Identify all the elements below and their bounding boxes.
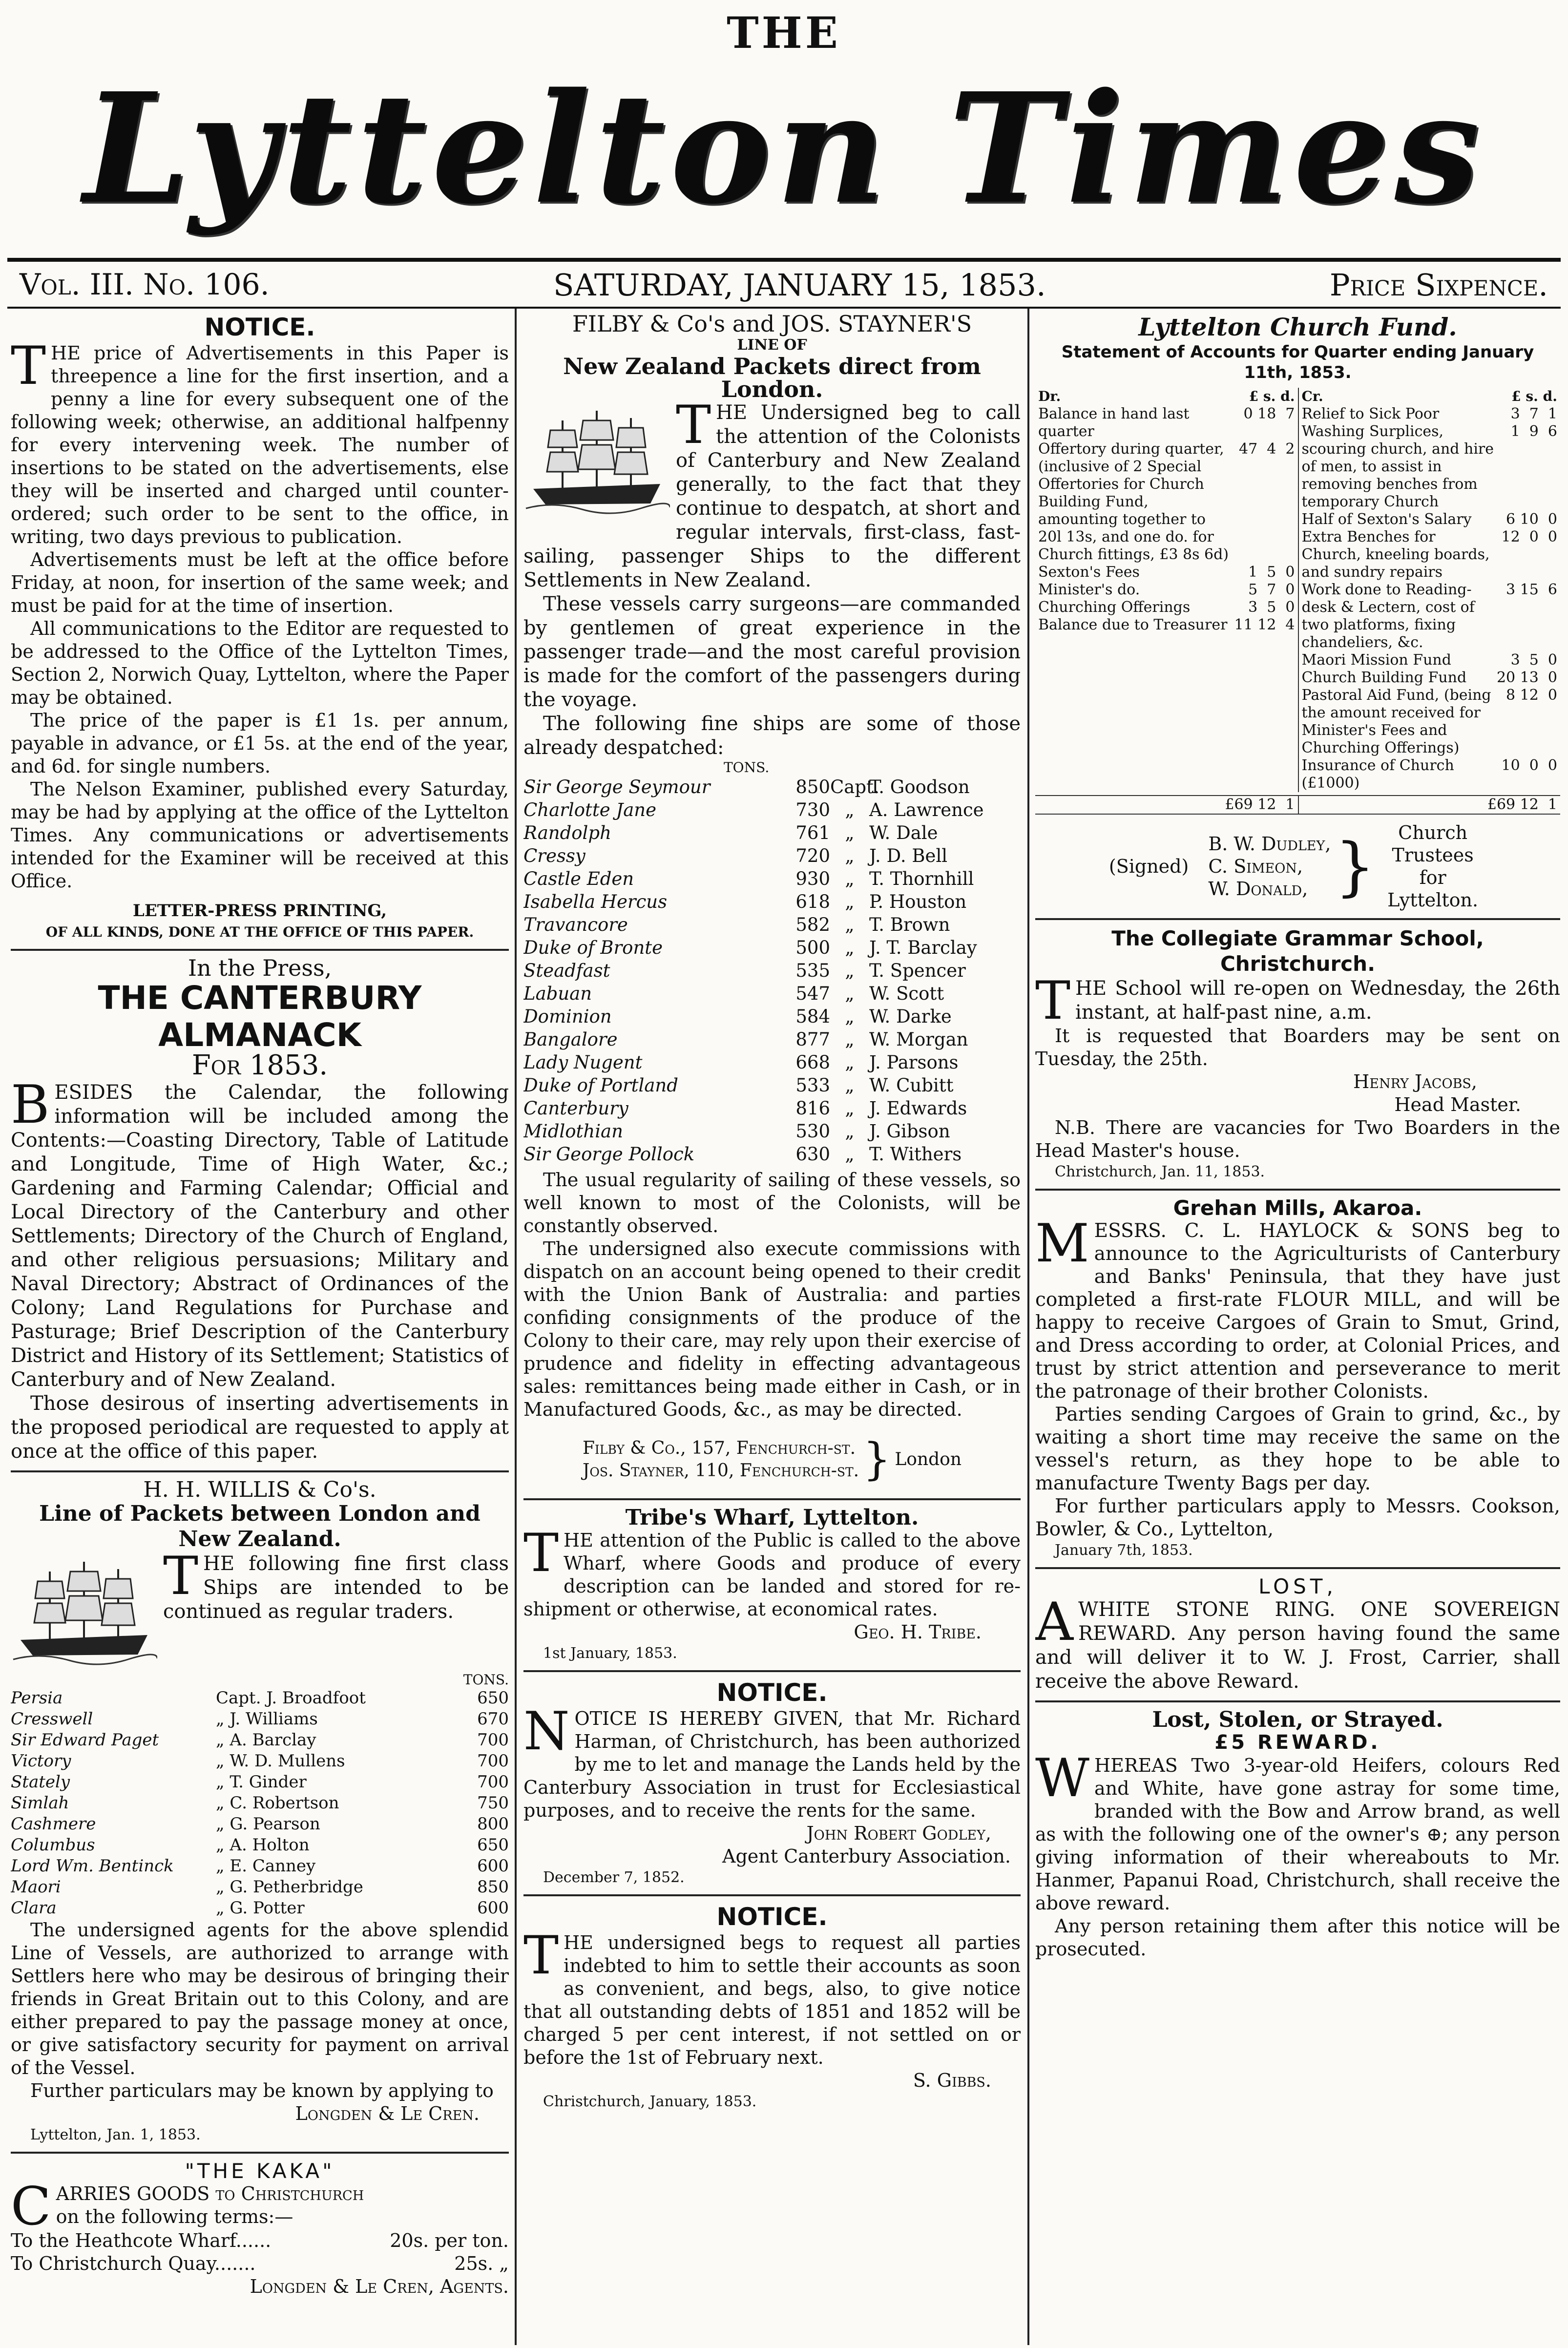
column-divider-1 (515, 309, 517, 2345)
ship-master: J. Gibson (869, 1121, 950, 1142)
ship-row (11, 1688, 509, 1709)
tribe-heading: Tribe's Wharf, Lyttelton. (625, 1505, 919, 1530)
account-row (1302, 581, 1558, 651)
ship-name: Victory (11, 1751, 71, 1771)
notice2-heading: NOTICE. (716, 1678, 828, 1707)
school-nb: N.B. There are vacancies for Two Boarders in the Head Master's house. (1035, 1117, 1560, 1161)
ship-captain: „ J. Williams (216, 1709, 318, 1729)
filby-paragraph: The following fine ships are some of those already despatched: (523, 713, 1021, 759)
account-label: Churching Offerings (1038, 599, 1191, 616)
ship-tons: 668 (795, 1052, 830, 1073)
ship-tons: 750 (477, 1793, 509, 1813)
ship-row (523, 1074, 1021, 1097)
ship-name: Lady Nugent (523, 1052, 643, 1073)
ship-master: A. Lawrence (869, 799, 984, 820)
account-label: Pastoral Aid Fund, (being the amount received for Minister's Fees and Churching Offerings) (1301, 687, 1491, 756)
filby-paragraph: These vessels carry surgeons—are commanded by gentlemen of great experience in the passenger trade—and the most careful provision is made for the comfort of the passengers during the voyage. (523, 593, 1021, 711)
account-amount: 3 5 0 (1510, 651, 1557, 669)
masthead-rule-bottom (7, 307, 1561, 309)
lost-heading: LOST, (1258, 1574, 1337, 1598)
willis-paragraph: The undersigned agents for the above splendid Line of Vessels, are authorized to arrange with Settlers here who may be desirous of bringing their friends in Great Britain out to this Colony, and are either prepared to pay the passage money at once, or give satisfactory security for payment on arrival of the Vessel. (11, 1919, 509, 2078)
account-label: Minister's do. (1038, 581, 1140, 598)
ship-captain-mark: „ (845, 868, 855, 889)
account-row (1302, 757, 1558, 792)
fund-signatures (1035, 821, 1560, 911)
ship-tons: 630 (795, 1144, 830, 1165)
ship-tons: 500 (795, 937, 830, 958)
ship-row (523, 844, 1021, 867)
price: Price Sixpence. (1329, 267, 1548, 303)
ship-row (523, 1028, 1021, 1051)
ship-row (523, 982, 1021, 1005)
column-divider-2 (1027, 309, 1029, 2345)
account-row (1302, 405, 1558, 423)
issue-date: SATURDAY, JANUARY 15, 1853. (553, 267, 1046, 303)
ship-tons: 720 (795, 845, 830, 866)
fund-lsd-label: £ s. d. (1511, 388, 1557, 404)
fund-dr-label: Dr. (1038, 388, 1061, 404)
separator (523, 1894, 1021, 1896)
account-amount: 10 0 0 (1501, 757, 1557, 774)
account-label: Balance due to Treasurer (1038, 616, 1228, 633)
account-row (1302, 687, 1558, 757)
ship-captain-mark: „ (845, 845, 855, 866)
fund-signed-label: (Signed) (1108, 856, 1189, 877)
stray-reward: £5 REWARD. (1214, 1731, 1381, 1754)
ship-tons: 530 (795, 1121, 830, 1142)
ship-name: Clara (11, 1898, 57, 1918)
ship-master: T. Brown (869, 914, 950, 935)
masthead-title: Lyttelton Times (83, 60, 1485, 238)
school-paragraph: It is requested that Boarders may be sent on Tuesday, the 25th. (1035, 1025, 1560, 1069)
ship-name: Canterbury (523, 1098, 628, 1119)
filby-heading: FILBY & Co's and JOS. STAYNER'S (572, 313, 972, 337)
account-label: Relief to Sick Poor (1301, 405, 1440, 422)
school-paragraph: THE School will re-open on Wednesday, the 26th instant, at half-past nine, a.m. (1035, 970, 1560, 1031)
ship-name: Steadfast (523, 960, 610, 981)
ship-captain-mark: „ (845, 914, 855, 935)
column-1 (11, 313, 509, 2344)
ship-row (11, 1772, 509, 1793)
brace-glyph: } (863, 1434, 891, 1485)
ship-captain: „ T. Ginder (216, 1772, 307, 1792)
fund-debit-side (1035, 388, 1298, 792)
ship-tons: 700 (477, 1730, 509, 1750)
ship-master: T. Goodson (869, 776, 970, 797)
ship-captain-mark: „ (845, 1075, 855, 1096)
filby-addresses (523, 1428, 1021, 1491)
ship-captain: „ G. Petherbridge (216, 1877, 363, 1897)
stray-paragraph: Any person retaining them after this notice will be prosecuted. (1035, 1915, 1560, 1960)
account-label: Extra Benches for Church, kneeling boards, and sundry repairs (1301, 528, 1490, 581)
account-label: Maori Mission Fund (1301, 651, 1451, 669)
tribe-date: 1st January, 1853. (543, 1645, 677, 1662)
ship-row (523, 890, 1021, 913)
account-amount: 1 5 0 (1248, 564, 1295, 581)
account-amount: 5 7 0 (1248, 581, 1295, 598)
notice-heading: NOTICE. (204, 313, 315, 341)
almanack-pre: In the Press, (188, 955, 332, 981)
ship-tons: 877 (795, 1029, 830, 1050)
ship-master: W. Dale (869, 822, 938, 843)
fund-accounts-table (1035, 388, 1560, 792)
notice-paragraph: All communications to the Editor are requested to be addressed to the Office of the Lyttelton Times, Section 2, Norwich Quay, Lyttelton, where the Paper may be obtained. (11, 618, 509, 708)
separator (1035, 1700, 1560, 1702)
fund-credit-list (1302, 405, 1558, 792)
notice2-signature-title: Agent Canterbury Association. (722, 1845, 1011, 1867)
account-row (1302, 423, 1558, 511)
ship-captain-mark: „ (845, 960, 855, 981)
notice2-date: December 7, 1852. (543, 1869, 685, 1886)
account-amount: 47 4 2 (1239, 440, 1295, 458)
filby-paragraph: THE Undersigned beg to call the attention of the Colonists of Canterbury and New Zealand generally, to the fact that they continue to despatch, at short and regular intervals, first-class, fast-sailing, passenger Ships to the different Settlements in New Zealand. (523, 395, 1021, 591)
school-signature-title: Head Master. (1394, 1094, 1521, 1115)
separator (1035, 918, 1560, 920)
ship-master: W. Cubitt (869, 1075, 954, 1096)
account-row (1302, 511, 1558, 528)
ship-tons: 670 (477, 1709, 509, 1729)
ship-name: Maori (11, 1877, 61, 1897)
ship-master: W. Darke (869, 1006, 952, 1027)
separator (11, 1470, 509, 1472)
ship-captain-mark: „ (845, 1029, 855, 1050)
filby-address: Jos. Stayner, 110, Fenchurch-st. (582, 1461, 859, 1481)
masthead-rule-top (7, 258, 1561, 262)
ship-master: J. D. Bell (869, 845, 948, 866)
grehan-date: January 7th, 1853. (1055, 1542, 1193, 1559)
ship-tons: 816 (795, 1098, 830, 1119)
account-row (1038, 616, 1295, 634)
ship-captain: „ G. Pearson (216, 1814, 320, 1834)
separator (523, 1670, 1021, 1672)
fund-credit-side (1298, 388, 1561, 792)
ship-master: J. Parsons (869, 1052, 959, 1073)
ship-name: Lord Wm. Bentinck (11, 1856, 174, 1876)
ship-captain-mark: „ (845, 822, 855, 843)
column-3 (1035, 313, 1560, 2344)
willis-heading: H. H. WILLIS & Co's. (143, 1477, 376, 1502)
ship-tons: 930 (795, 868, 830, 889)
ship-row (11, 1898, 509, 1919)
ship-name: Duke of Portland (523, 1075, 678, 1096)
grehan-paragraph: For further particulars apply to Messrs. Cookson, Bowler, & Co., Lyttelton, (1035, 1495, 1560, 1540)
ship-row (523, 959, 1021, 982)
ship-row (11, 1730, 509, 1751)
fund-debit-list (1038, 405, 1295, 634)
ship-name: Duke of Bronte (523, 937, 663, 958)
filby-city: London (895, 1449, 962, 1469)
ship-master: W. Scott (869, 983, 944, 1004)
filby-paragraph: The undersigned also execute commissions with dispatch on an account being opened to their credit with the Union Bank of Australia: and parties confiding consignments of the produce of the Colony to their care, may rely upon their exercise of prudence and fidelity in effecting advantageous sales: remittances being made either in Cash, or in Manufactured Goods, &c., as may be directed. (523, 1238, 1021, 1420)
account-row (1038, 599, 1295, 616)
fund-heading: Lyttelton Church Fund. (1138, 313, 1457, 341)
separator (11, 2152, 509, 2154)
account-label: Insurance of Church (£1000) (1301, 757, 1454, 792)
ship-master: J. T. Barclay (869, 937, 977, 958)
ship-tons: 700 (477, 1772, 509, 1792)
separator (1035, 1567, 1560, 1569)
ship-captain: „ W. D. Mullens (216, 1751, 345, 1771)
ship-captain: „ E. Canney (216, 1856, 316, 1876)
ship-row (523, 798, 1021, 821)
willis-ship-list (11, 1688, 509, 1919)
stray-heading: Lost, Stolen, or Strayed. (1152, 1707, 1443, 1732)
ship-row (11, 1751, 509, 1772)
ship-name: Cashmere (11, 1814, 96, 1834)
ship-tons: 761 (795, 822, 830, 843)
ship-illustration (11, 1552, 157, 1669)
grehan-paragraph: MESSRS. C. L. HAYLOCK & SONS beg to announce to the Agriculturists of Canterbury and Banks' Peninsula, that they have just completed a first-rate FLOUR MILL, and will be happy to receive Cargoes of Grain to Smut, Grind, and Dress according to order, at Colonial Prices, and trust by strict attention and perseverance to merit the patronage of their brother Colonists. (1035, 1213, 1560, 1403)
ship-name: Randolph (523, 822, 611, 843)
fund-lsd-label: £ s. d. (1249, 388, 1295, 404)
ship-row (523, 1005, 1021, 1028)
almanack-paragraph: Those desirous of inserting advertisements in the proposed periodical are requested to apply at once at the office of this paper. (11, 1392, 509, 1463)
ship-name: Bangalore (523, 1029, 618, 1050)
grehan-paragraph: Parties sending Cargoes of Grain to grind, &c., by waiting a short time may receive the same on the vessel's return, as they hope to be able to manufacture Twenty Bags per day. (1035, 1404, 1560, 1494)
account-label: Work done to Reading-desk & Lectern, cost of two platforms, fixing chandeliers, &c. (1301, 581, 1475, 651)
fund-cr-label: Cr. (1301, 388, 1323, 404)
willis-signature: Longden & Le Cren. (295, 2103, 480, 2124)
kaka-rate-row: To the Heathcote Wharf...... 20s. per ton. (11, 2230, 509, 2251)
ship-tons: 850 (795, 776, 830, 797)
account-row (1038, 440, 1295, 564)
ship-captain-mark: „ (845, 1052, 855, 1073)
account-amount: 3 5 0 (1248, 599, 1295, 616)
ship-name: Castle Eden (523, 868, 634, 889)
ship-tons: 730 (795, 799, 830, 820)
ship-captain: „ C. Robertson (216, 1793, 339, 1813)
account-row (1302, 528, 1558, 581)
ship-row (11, 1709, 509, 1730)
kaka-paragraph: CARRIES GOODS to Christchurch on the following terms:— (11, 2176, 364, 2237)
dateline (20, 263, 1548, 307)
account-row (1302, 651, 1558, 669)
ship-row (523, 913, 1021, 936)
volume-number: Vol. III. No. 106. (20, 268, 270, 302)
fund-signer: C. Simeon, (1208, 856, 1303, 877)
ship-master: T. Spencer (869, 960, 966, 981)
willis-tons-label: TONS. (463, 1672, 509, 1688)
brace-glyph: } (1335, 829, 1376, 903)
notice-paragraph: The price of the paper is £1 1s. per annum, payable in advance, or £1 5s. at the end of the year, and 6d. for single numbers. (11, 710, 509, 777)
ship-name: Sir George Seymour (523, 776, 711, 797)
ship-row (523, 1143, 1021, 1166)
ship-tons: 850 (477, 1877, 509, 1897)
ship-name: Isabella Hercus (523, 891, 668, 912)
kaka-signature: Longden & Le Cren, Agents. (250, 2276, 509, 2297)
ship-row (11, 1877, 509, 1898)
willis-paragraph: Further particulars may be known by applying to (30, 2080, 494, 2101)
ship-name: Stately (11, 1772, 70, 1792)
willis-subheading: Line of Packets between London and New Zealand. (39, 1501, 481, 1551)
account-label: Offertory during quarter, (inclusive of 2 Special Offertories for Church Building Fund, amounting together to 20l 13s, and one do. for Church fittings, £3 8s 6d) (1038, 440, 1229, 563)
ship-row (11, 1814, 509, 1835)
ship-illustration (523, 401, 670, 518)
ship-name: Sir Edward Paget (11, 1730, 159, 1750)
ship-captain-mark: „ (845, 1006, 855, 1027)
ship-tons: 584 (795, 1006, 830, 1027)
ship-row (11, 1835, 509, 1856)
filby-subheading: New Zealand Packets direct from London. (563, 353, 981, 402)
filby-ship-list (523, 776, 1021, 1166)
kaka-heading: "THE KAKA" (185, 2159, 335, 2183)
filby-tons-label: TONS. (724, 759, 770, 776)
ship-tons: 650 (477, 1835, 509, 1855)
school-date: Christchurch, Jan. 11, 1853. (1055, 1163, 1265, 1180)
ship-row (523, 867, 1021, 890)
ship-captain-mark: „ (845, 799, 855, 820)
ship-name: Persia (11, 1688, 63, 1708)
account-amount: 6 10 0 (1506, 511, 1557, 528)
ship-captain: „ A. Holton (216, 1835, 310, 1855)
letterpress-sub: OF ALL KINDS, DONE AT THE OFFICE OF THIS PAPER. (45, 924, 474, 940)
ship-master: W. Morgan (869, 1029, 968, 1050)
ship-name: Labuan (523, 983, 592, 1004)
almanack-paragraph: BESIDES the Calendar, the following information will be included among the Contents:—Coasting Directory, Table of Latitude and Longitude, Time of High Water, &c.; Gardening and Farming Calendar; Official and Local Directory of the Canterbury and other Settlements; Directory of the Church of England, and other religious persuasions; Military and Naval Directory; Abstract of Ordinances of the Colony; Land Regulations for Purchase and Pasturage; Brief Description of the Canterbury District and History of its Settlement; Statistics of Canterbury and of New Zealand. (11, 1074, 509, 1391)
ship-captain: „ G. Potter (216, 1898, 305, 1918)
account-amount: 3 7 1 (1510, 405, 1557, 422)
ship-tons: 582 (795, 914, 830, 935)
willis-intro: THE following fine first class Ships are intended to be continued as regular traders. (163, 1546, 509, 1623)
ship-master: J. Edwards (869, 1098, 967, 1119)
ship-tons: 600 (477, 1898, 509, 1918)
ship-tons: 535 (795, 960, 830, 981)
notice3-paragraph: THE undersigned begs to request all parties indebted to him to settle their accounts as soon as convenient, and begs, also, to give notice that all outstanding debts of 1851 and 1852 will be charged 5 per cent interest, if not settled on or before the 1st of February next. (523, 1925, 1021, 2068)
ship-captain-mark: „ (845, 891, 855, 912)
tribe-paragraph: THE attention of the Public is called to the above Wharf, where Goods and produce of every description can be landed and stored for re-shipment or otherwise, at economical rates. (523, 1523, 1021, 1620)
ship-name: Columbus (11, 1835, 95, 1855)
ship-tons: 600 (477, 1856, 509, 1876)
ship-captain: Capt. J. Broadfoot (216, 1688, 366, 1708)
ship-row (523, 1097, 1021, 1120)
ship-captain: „ A. Barclay (216, 1730, 316, 1750)
ship-name: Cressy (523, 845, 585, 866)
account-label: Balance in hand last quarter (1038, 405, 1190, 440)
ship-name: Simlah (11, 1793, 69, 1813)
notice2-paragraph: NOTICE IS HEREBY GIVEN, that Mr. Richard Harman, of Christchurch, has been authorized by me to let and manage the Lands held by the Canterbury Association in trust for Ecclesiastical purposes, and to receive the rents for the same. (523, 1701, 1021, 1821)
ship-row (523, 821, 1021, 844)
ship-captain-mark: Capt. (830, 776, 879, 797)
ship-master: P. Houston (869, 891, 967, 912)
ship-captain-mark: „ (845, 1098, 855, 1119)
account-amount: 12 0 0 (1501, 528, 1557, 545)
ship-tons: 533 (795, 1075, 830, 1096)
ship-row (11, 1793, 509, 1814)
account-amount: 3 15 6 (1506, 581, 1557, 598)
ship-row (523, 1120, 1021, 1143)
tribe-signature: Geo. H. Tribe. (854, 1621, 982, 1643)
ship-tons: 650 (477, 1688, 509, 1708)
school-heading: The Collegiate Grammar School, Christchurch. (1111, 926, 1484, 976)
notice-paragraph: The Nelson Examiner, published every Saturday, may be had by applying at the office of the Lyttelton Times. Any communications or advertisements intended for the Examiner will be received at this Office. (11, 778, 509, 892)
almanack-title: THE CANTERBURY ALMANACK (98, 979, 422, 1054)
ship-name: Charlotte Jane (523, 799, 657, 820)
separator (11, 949, 509, 951)
fund-signer: W. Donald, (1208, 878, 1308, 900)
ship-tons: 700 (477, 1751, 509, 1771)
account-label: Half of Sexton's Salary (1301, 511, 1472, 528)
kaka-rate-row: To Christchurch Quay....... 25s. „ (11, 2253, 509, 2274)
ship-row (523, 1051, 1021, 1074)
account-label: Church Building Fund (1301, 669, 1467, 686)
fund-signer: B. W. Dudley, (1208, 833, 1331, 855)
account-amount: 1 9 6 (1510, 423, 1557, 440)
account-label: Washing Surplices, scouring church, and hire of men, to assist in removing benches from temporary Church (1301, 423, 1494, 510)
fund-totals (1035, 795, 1560, 815)
account-amount: 8 12 0 (1506, 687, 1557, 704)
account-label: Sexton's Fees (1038, 564, 1140, 581)
ship-captain-mark: „ (845, 1144, 855, 1165)
ship-name: Sir George Pollock (523, 1144, 695, 1165)
account-amount: 20 13 0 (1496, 669, 1557, 686)
ship-name: Dominion (523, 1006, 612, 1027)
filby-address: Filby & Co., 157, Fenchurch-st. (582, 1438, 856, 1458)
ship-name: Cresswell (11, 1709, 93, 1729)
ship-master: T. Withers (869, 1144, 962, 1165)
ship-row (523, 776, 1021, 798)
notice-paragraph: Advertisements must be left at the office before Friday, at noon, for insertion of the same week; and must be paid for at the time of insertion. (11, 549, 509, 616)
ship-captain-mark: „ (845, 1121, 855, 1142)
ship-name: Travancore (523, 914, 628, 935)
ship-captain-mark: „ (845, 983, 855, 1004)
masthead-the: THE (727, 7, 841, 58)
account-row (1302, 669, 1558, 687)
ship-name: Midlothian (523, 1121, 623, 1142)
fund-total-credit: £69 12 1 (1298, 796, 1561, 814)
ship-tons: 618 (795, 891, 830, 912)
fund-trustees: Church Trustees for Lyttelton. (1387, 822, 1479, 911)
ship-master: T. Thornhill (869, 868, 974, 889)
notice3-date: Christchurch, January, 1853. (543, 2093, 757, 2110)
ship-row (523, 936, 1021, 959)
stray-paragraph: WHEREAS Two 3-year-old Heifers, colours Red and White, have gone astray for some time, branded with the Bow and Arrow brand, as well as with the following one of the owner's ⊕; any person giving information of their whereabouts to Mr. Hanmer, Papanui Road, Christchurch, shall receive the above reward. (1035, 1748, 1560, 1914)
lost-paragraph: AWHITE STONE RING. ONE SOVEREIGN REWARD. Any person having found the same and will deliver it to W. J. Frost, Carrier, shall receive the above Reward. (1035, 1592, 1560, 1693)
column-2 (523, 313, 1021, 2344)
fund-subheading: Statement of Accounts for Quarter ending January 11th, 1853. (1061, 342, 1534, 382)
grehan-heading: Grehan Mills, Akaroa. (1173, 1196, 1422, 1220)
filby-line-of: LINE OF (737, 336, 807, 354)
account-amount: 11 12 4 (1234, 616, 1295, 633)
ship-captain-mark: „ (845, 937, 855, 958)
letterpress-heading: LETTER-PRESS PRINTING, (132, 901, 387, 921)
notice3-signature: S. Gibbs. (913, 2070, 991, 2091)
ship-tons: 547 (795, 983, 830, 1004)
filby-paragraph: The usual regularity of sailing of these vessels, so well known to most of the Colonists, will be constantly observed. (523, 1169, 1021, 1237)
account-row (1038, 581, 1295, 599)
account-amount: 0 18 7 (1243, 405, 1295, 422)
school-signature: Henry Jacobs, (1353, 1071, 1477, 1092)
notice2-signature: John Robert Godley, (806, 1823, 991, 1844)
account-row (1038, 405, 1295, 440)
willis-date: Lyttelton, Jan. 1, 1853. (30, 2126, 201, 2143)
almanack-for: For 1853. (191, 1049, 328, 1081)
fund-total-debit: £69 12 1 (1225, 796, 1295, 813)
notice-paragraph: THE price of Advertisements in this Paper is threepence a line for the first insertion, and a penny a line for every subsequent one of the following week; otherwise, an additional halfpenny for every intervening week. The number of insertions to be stated on the advertisements, else they will be inserted and charged until counter-ordered; such order to be sent to the office, in writing, two days previous to publication. (11, 335, 509, 547)
ship-tons: 800 (477, 1814, 509, 1834)
notice3-heading: NOTICE. (716, 1903, 828, 1931)
separator (523, 1498, 1021, 1500)
separator (1035, 1189, 1560, 1191)
account-row (1038, 564, 1295, 581)
ship-row (11, 1856, 509, 1877)
